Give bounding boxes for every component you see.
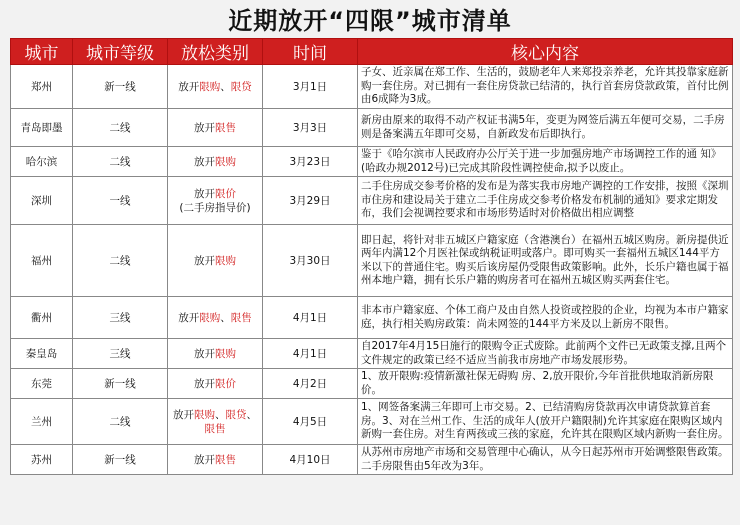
cell-content: 1、网签备案满三年即可上市交易。2、已结清购房贷款再次申请贷款算首套房。3、对在兰州工作、生活的成年人(放开户籍限制)允许其家庭在限购区域内新购一套住房。对生育两孩或三孩的家庭，允许其在限购区域内新购一套住房。 [358,399,733,445]
cell-level: 新一线 [73,65,168,109]
category-highlight: 限价 [215,377,236,390]
cell-level: 一线 [73,177,168,225]
header-content: 核心内容 [358,39,733,65]
category-text: 放开 [178,80,200,93]
category-highlight: 限购 [215,347,236,360]
cell-content: 非本市户籍家庭、个体工商户及由自然人投资或控股的企业，均视为本市户籍家庭，执行相关购房政策：尚未网签的144平方米及以上新房不限售。 [358,297,733,339]
category-highlight: 限贷 [225,408,247,421]
cell-city: 哈尔滨 [11,147,73,177]
cell-content: 子女、近亲属在郑工作、生活的，鼓励老年人来郑投亲养老，允许其投靠家庭新购一套住房。对已拥有一套住房贷款已结清的，执行首套房贷款政策，首付比例由6成降为3成。 [358,65,733,109]
cell-category [168,177,263,225]
cell-city: 兰州 [11,399,73,445]
category-highlight: 限价 [215,187,236,200]
cell-city: 青岛即墨 [11,109,73,147]
category-highlight: 限售 [204,422,226,435]
cell-category [168,445,263,475]
category-text: 放开 [194,187,215,200]
category-text: 、 [215,408,226,421]
cell-category [168,225,263,297]
cell-city: 深圳 [11,177,73,225]
table-header-row [11,39,733,65]
cell-level: 新一线 [73,445,168,475]
cell-date: 3月30日 [263,225,358,297]
cell-city: 秦皇岛 [11,339,73,369]
cell-level: 二线 [73,225,168,297]
cell-category [168,399,263,445]
table-row [11,109,733,147]
cell-content: 自2017年4月15日施行的限购令正式废除。此前两个文件已无政策支撑,且两个文件规定的政策已经不适应当前我市房地产市场发展形势。 [358,339,733,369]
category-text: 放开 [194,254,215,267]
cell-content: 二手住房成交参考价格的发布是为落实我市房地产调控的工作安排，按照《深圳市住房和建设局关于建立二手住房成交参考价格发布机制的通知》要求定期发布，我们会视调控要求和市场形势适时对价格做出相应调整 [358,177,733,225]
cell-city: 苏州 [11,445,73,475]
category-text: 放开 [194,121,215,134]
category-text: 放开 [173,408,194,421]
cell-content: 1、放开限购:疫情新激社保无碍购 房、2,放开限价,今年首批供地取消新房限价。 [358,369,733,399]
category-text: 、 [220,80,231,93]
category-text: 、 [246,408,257,421]
header-date: 时间 [263,39,358,65]
cell-date: 4月1日 [263,297,358,339]
cell-date: 4月10日 [263,445,358,475]
table-row [11,369,733,399]
table-row [11,147,733,177]
cell-level: 新一线 [73,369,168,399]
category-text: (二手房指导价) [179,201,251,214]
category-highlight: 限售 [215,453,236,466]
header-city: 城市 [11,39,73,65]
category-text: 放开 [194,453,215,466]
table-row [11,225,733,297]
cell-date: 3月29日 [263,177,358,225]
document-title: 近期放开“四限”城市清单 [228,7,512,35]
cell-date: 4月1日 [263,339,358,369]
cell-category [168,369,263,399]
cell-date: 4月2日 [263,369,358,399]
header-category: 放松类别 [168,39,263,65]
cell-level: 三线 [73,297,168,339]
cell-city: 衢州 [11,297,73,339]
category-text: 、 [220,311,231,324]
category-highlight: 限购 [199,311,221,324]
cell-category [168,297,263,339]
cell-content: 新房由原来的取得不动产权证书满5年，变更为网签后满五年便可交易，二手房则是备案满五年即可交易，自新政发布后即执行。 [358,109,733,147]
cell-content: 从苏州市房地产市场和交易管理中心确认，从今日起苏州市开始调整限售政策。二手房限售由5年改为3年。 [358,445,733,475]
cell-date: 3月23日 [263,147,358,177]
cell-content: 即日起，将针对非五城区户籍家庭（含港澳台）在福州五城区购房。新房提供近两年内满12个月医社保或纳税证明或落户。即可购买一套福州五城区144平方米以下的普通住宅。购买后该房屋仍受限售政策影响。此外，长乐户籍也属于福州本地户籍，拥有长乐户籍的购房者可在福州五城区购买两套住宅。 [358,225,733,297]
category-highlight: 限购 [199,80,221,93]
category-highlight: 限贷 [230,80,252,93]
cell-date: 3月1日 [263,65,358,109]
category-highlight: 限购 [215,155,236,168]
cell-category [168,65,263,109]
table-row [11,339,733,369]
header-level: 城市等级 [73,39,168,65]
cell-category [168,109,263,147]
category-text: 放开 [178,311,200,324]
city-policy-table [10,38,733,475]
category-text: 放开 [194,377,215,390]
category-highlight: 限购 [194,408,215,421]
cell-level: 二线 [73,399,168,445]
cell-city: 郑州 [11,65,73,109]
cell-content: 鉴于《哈尔滨市人民政府办公厅关于进一步加强房地产市场调控工作的通 知》(哈政办规2012号)已完成其阶段性调控使命,拟予以废止。 [358,147,733,177]
table-row [11,65,733,109]
table-row [11,445,733,475]
category-highlight: 限售 [215,121,236,134]
table-row [11,297,733,339]
category-text: 放开 [194,347,215,360]
cell-date: 3月3日 [263,109,358,147]
table-row [11,399,733,445]
category-highlight: 限售 [230,311,252,324]
cell-date: 4月5日 [263,399,358,445]
cell-level: 三线 [73,339,168,369]
cell-city: 东莞 [11,369,73,399]
cell-category [168,147,263,177]
category-text: 放开 [194,155,215,168]
category-highlight: 限购 [215,254,236,267]
cell-category [168,339,263,369]
cell-level: 二线 [73,109,168,147]
table-row [11,177,733,225]
cell-city: 福州 [11,225,73,297]
cell-level: 二线 [73,147,168,177]
